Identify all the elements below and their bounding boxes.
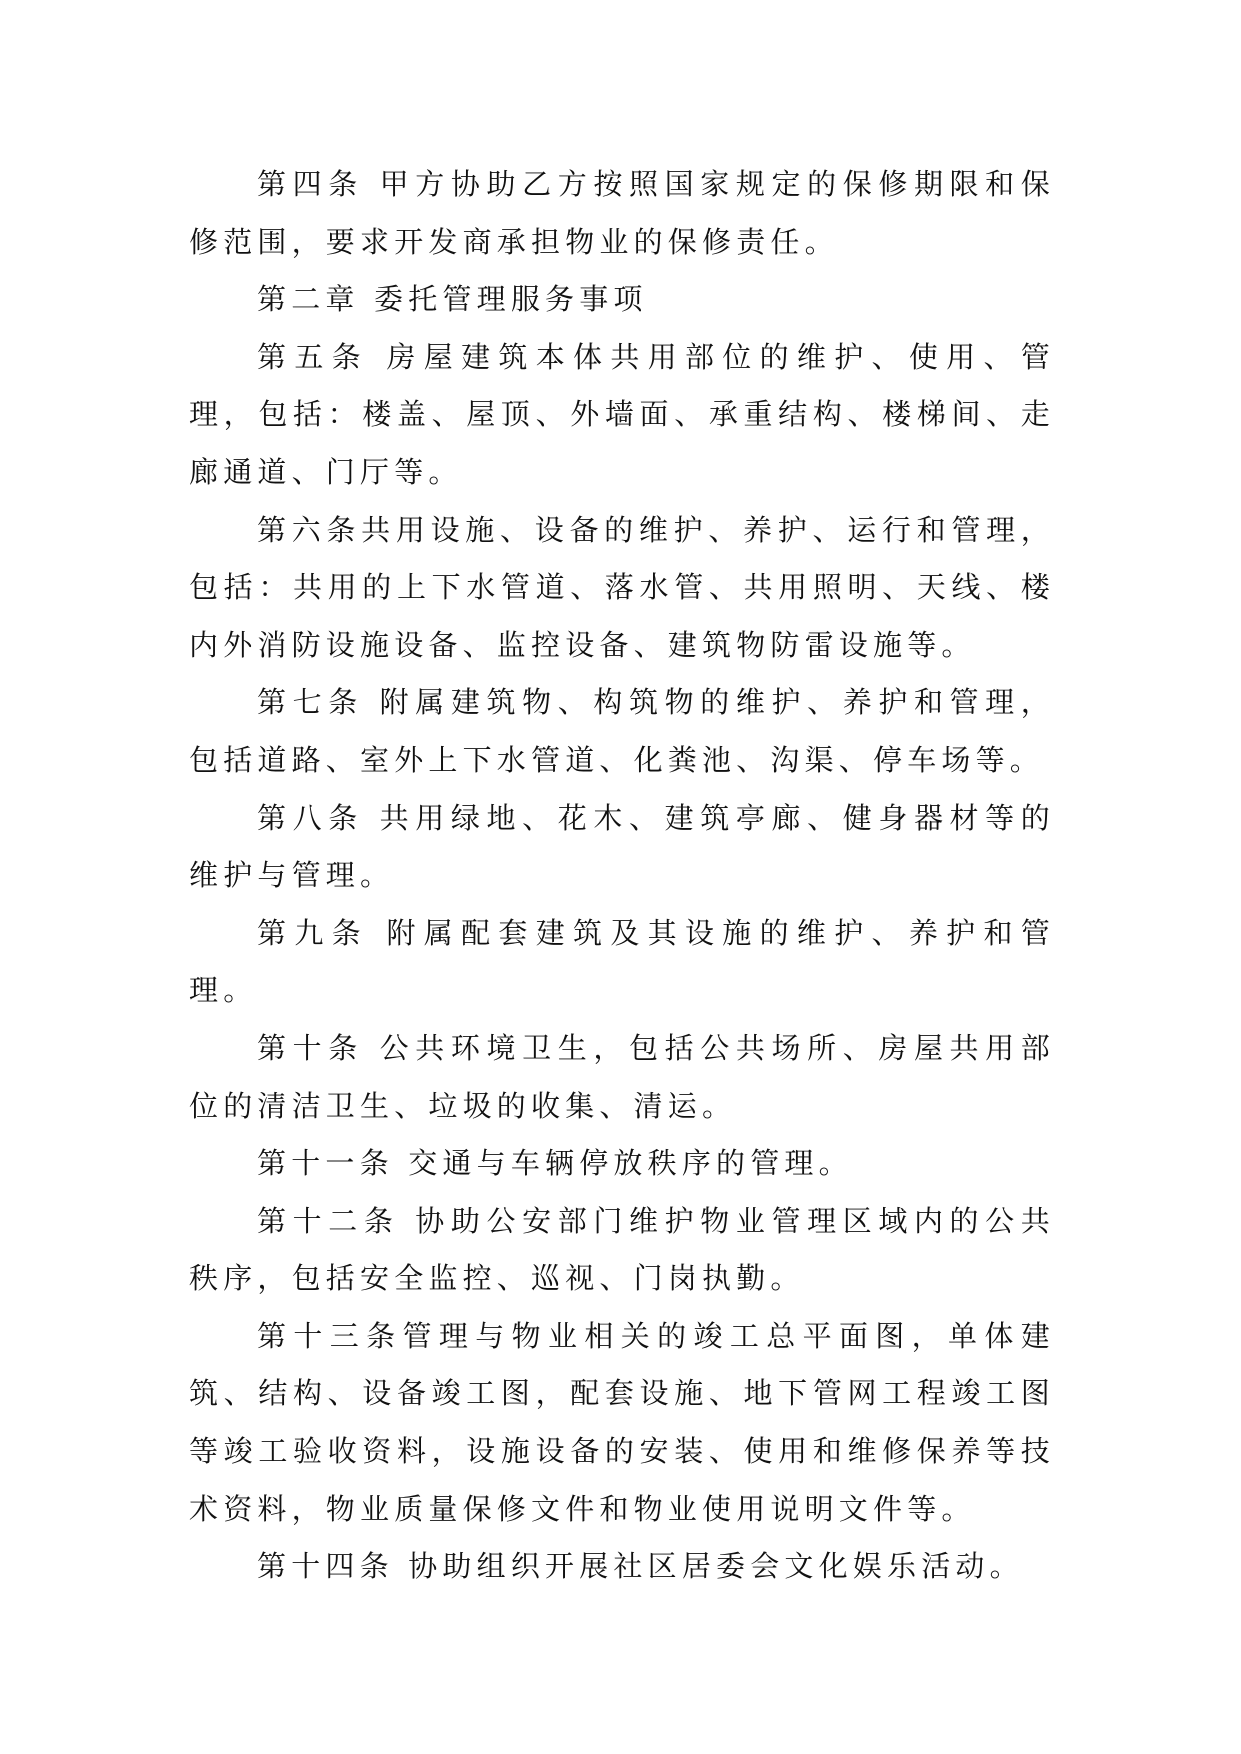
paragraph-article-10: 第十条 公共环境卫生，包括公共场所、房屋共用部位的清洁卫生、垃圾的收集、清运。	[189, 1030, 1055, 1123]
paragraph-article-14: 第十四条 协助组织开展社区居委会文化娱乐活动。	[257, 1549, 1024, 1584]
document-body	[189, 156, 1055, 1596]
paragraph-article-8: 第八条 共用绿地、花木、建筑亭廊、健身器材等的维护与管理。	[189, 800, 1055, 893]
paragraph-article-11: 第十一条 交通与车辆停放秩序的管理。	[257, 1146, 853, 1181]
paragraph-article-13: 第十三条管理与物业相关的竣工总平面图，单体建筑、结构、设备竣工图，配套设施、地下管网工程竣工图等竣工验收资料，设施设备的安装、使用和维修保养等技术资料，物业质量保修文件和物业使用说明文件等。	[189, 1318, 1055, 1526]
paragraph-article-7: 第七条 附属建筑物、构筑物的维护、养护和管理，包括道路、室外上下水管道、化粪池、沟渠、停车场等。	[189, 685, 1055, 777]
paragraph-article-6: 第六条共用设施、设备的维护、养护、运行和管理，包括：共用的上下水管道、落水管、共用照明、天线、楼内外消防设施设备、监控设备、建筑物防雷设施等。	[189, 512, 1055, 662]
paragraph-article-5: 第五条 房屋建筑本体共用部位的维护、使用、管理，包括：楼盖、屋顶、外墙面、承重结构、楼梯间、走廊通道、门厅等。	[189, 339, 1055, 489]
paragraph-article-9: 第九条 附属配套建筑及其设施的维护、养护和管理。	[189, 915, 1055, 1008]
chapter-heading-2: 第二章 委托管理服务事项	[257, 282, 648, 317]
paragraph-article-4: 第四条 甲方协助乙方按照国家规定的保修期限和保修范围，要求开发商承担物业的保修责任。	[189, 167, 1055, 259]
paragraph-article-12: 第十二条 协助公安部门维护物业管理区域内的公共秩序，包括安全监控、巡视、门岗执勤。	[189, 1203, 1055, 1296]
